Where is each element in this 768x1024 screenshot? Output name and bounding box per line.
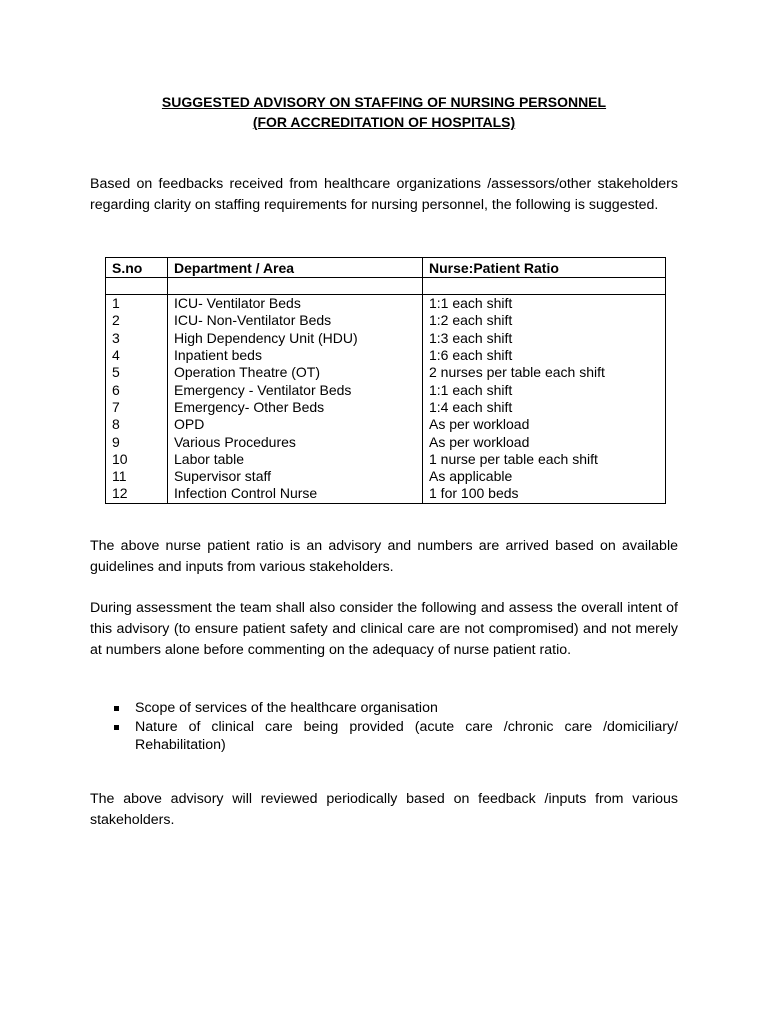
document-title-line2: (FOR ACCREDITATION OF HOSPITALS) <box>252 114 516 130</box>
cell-sno: 2 <box>106 312 168 329</box>
cell-department: ICU- Non-Ventilator Beds <box>168 312 423 329</box>
header-department: Department / Area <box>168 258 423 278</box>
header-ratio: Nurse:Patient Ratio <box>423 258 666 278</box>
table-blank-row <box>106 278 666 295</box>
table-row <box>106 295 666 313</box>
ratio-note-paragraph: The above nurse patient ratio is an advisory and numbers are arrived based on available guidelines and inputs from various stakeholders. <box>90 538 678 575</box>
cell-sno: 7 <box>106 399 168 416</box>
cell-department: Supervisor staff <box>168 468 423 485</box>
cell-ratio: 1:3 each shift <box>423 330 666 347</box>
cell-ratio: 1:1 each shift <box>423 381 666 398</box>
cell-sno: 11 <box>106 468 168 485</box>
assessment-paragraph: During assessment the team shall also consider the following and assess the overall intent of this advisory (to ensure patient safety and clinical care are not compromised) and not merely at numbers alone before commenting on the adequacy of nurse patient ratio. <box>90 600 678 658</box>
cell-department: Various Procedures <box>168 433 423 450</box>
cell-sno: 3 <box>106 330 168 347</box>
cell-sno: 8 <box>106 416 168 433</box>
cell-ratio: As applicable <box>423 468 666 485</box>
table-row <box>106 485 666 503</box>
table-row <box>106 433 666 450</box>
cell-department: ICU- Ventilator Beds <box>168 295 423 313</box>
table-row <box>106 312 666 329</box>
table-row <box>106 330 666 347</box>
cell-sno: 5 <box>106 364 168 381</box>
table-header-row <box>106 258 666 278</box>
table-row <box>106 347 666 364</box>
cell-department: Labor table <box>168 451 423 468</box>
table-row <box>106 451 666 468</box>
blank-cell <box>106 278 168 295</box>
intro-paragraph: Based on feedbacks received from healthcare organizations /assessors/other stakeholders regarding clarity on staffing requirements for nursing personnel, the following is suggested. <box>90 176 678 213</box>
cell-sno: 1 <box>106 295 168 313</box>
cell-ratio: 1:4 each shift <box>423 399 666 416</box>
table-row <box>106 399 666 416</box>
list-item-text: Nature of clinical care being provided (acute care /chronic care /domiciliary/ Rehabilitation) <box>135 718 678 753</box>
document-title-line1: SUGGESTED ADVISORY ON STAFFING OF NURSING PERSONNEL <box>161 94 607 110</box>
table-row <box>106 416 666 433</box>
table-row <box>106 381 666 398</box>
cell-department: OPD <box>168 416 423 433</box>
cell-department: Inpatient beds <box>168 347 423 364</box>
cell-sno: 4 <box>106 347 168 364</box>
cell-sno: 9 <box>106 433 168 450</box>
cell-ratio: 1 nurse per table each shift <box>423 451 666 468</box>
cell-sno: 6 <box>106 381 168 398</box>
table-body <box>106 295 666 504</box>
blank-cell <box>423 278 666 295</box>
cell-sno: 12 <box>106 485 168 503</box>
cell-ratio: 1 for 100 beds <box>423 485 666 503</box>
considerations-list <box>90 699 678 755</box>
square-bullet-icon <box>114 725 119 730</box>
staffing-table <box>105 257 666 504</box>
square-bullet-icon <box>114 706 119 711</box>
table-row <box>106 468 666 485</box>
table-row <box>106 364 666 381</box>
blank-cell <box>168 278 423 295</box>
cell-department: Operation Theatre (OT) <box>168 364 423 381</box>
list-item <box>90 718 678 755</box>
review-note-paragraph: The above advisory will reviewed periodically based on feedback /inputs from various stakeholders. <box>90 791 678 828</box>
list-item <box>90 699 678 718</box>
cell-ratio: As per workload <box>423 416 666 433</box>
cell-department: Emergency - Ventilator Beds <box>168 381 423 398</box>
cell-department: High Dependency Unit (HDU) <box>168 330 423 347</box>
cell-department: Infection Control Nurse <box>168 485 423 503</box>
cell-ratio: 1:1 each shift <box>423 295 666 313</box>
list-item-text: Scope of services of the healthcare organisation <box>135 700 438 716</box>
cell-ratio: 2 nurses per table each shift <box>423 364 666 381</box>
cell-department: Emergency- Other Beds <box>168 399 423 416</box>
header-sno: S.no <box>106 258 168 278</box>
cell-sno: 10 <box>106 451 168 468</box>
cell-ratio: 1:6 each shift <box>423 347 666 364</box>
cell-ratio: As per workload <box>423 433 666 450</box>
cell-ratio: 1:2 each shift <box>423 312 666 329</box>
